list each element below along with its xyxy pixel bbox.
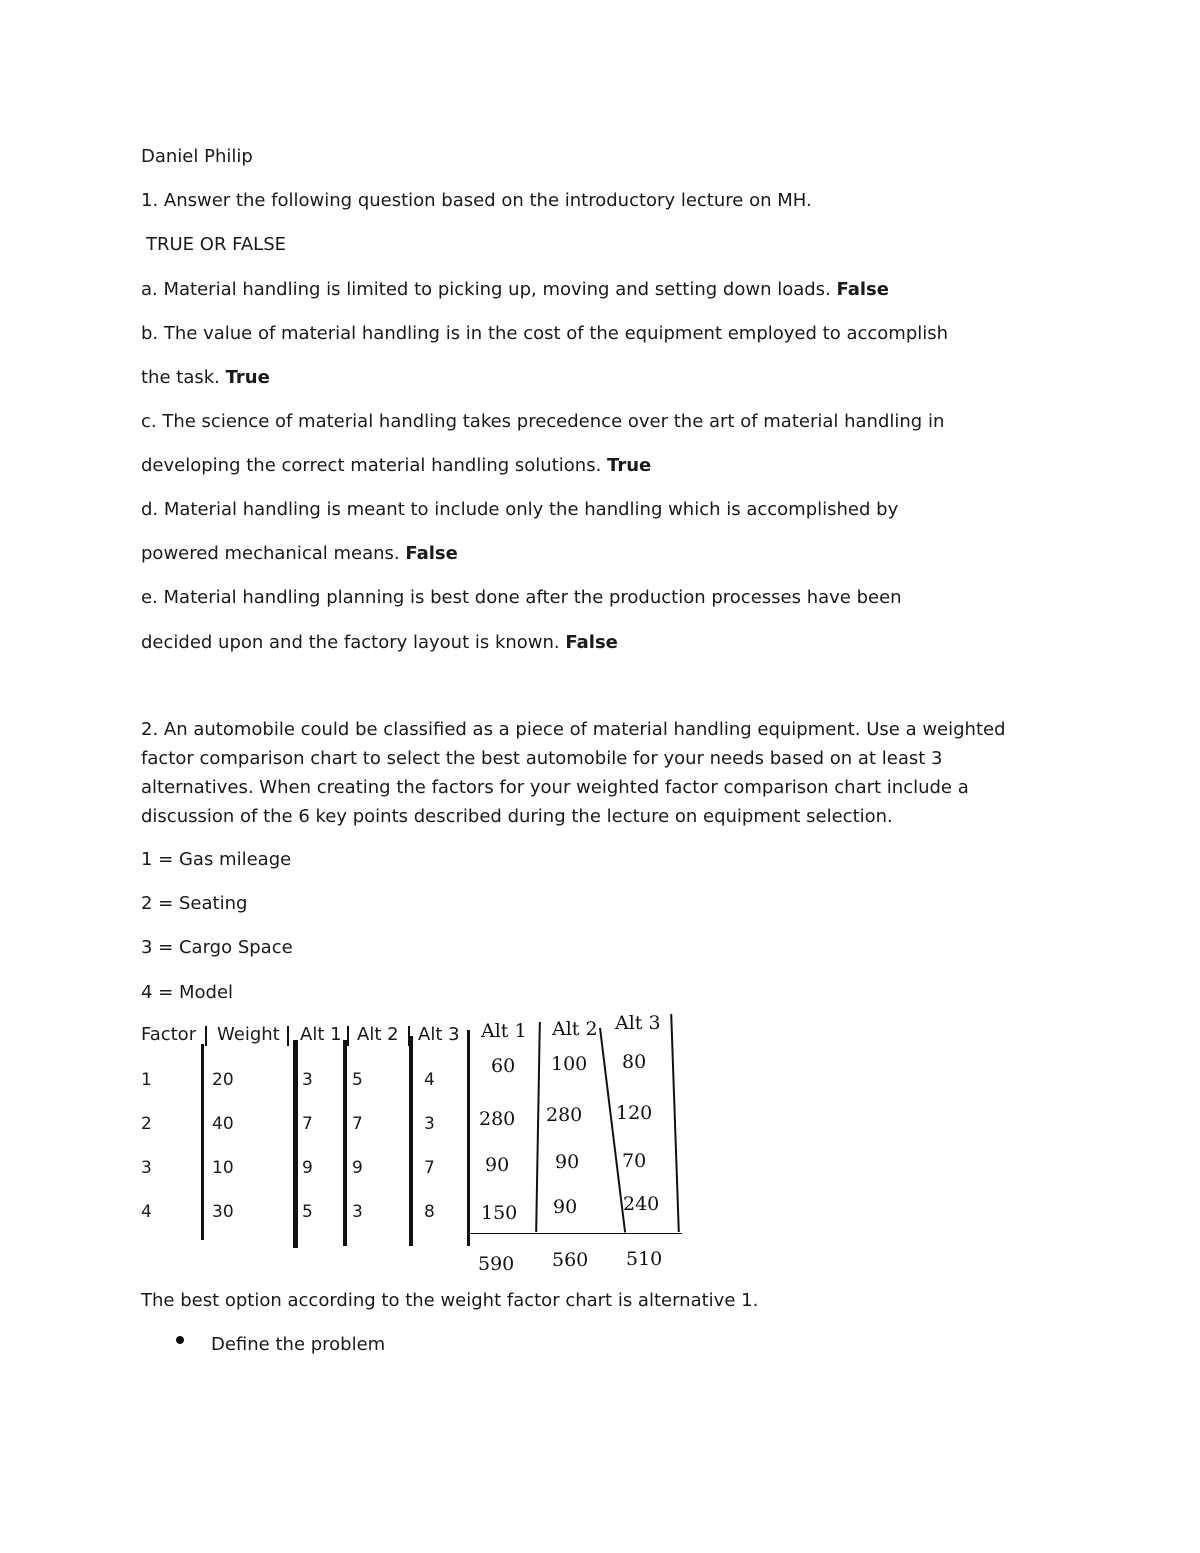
column-divider (409, 1036, 413, 1246)
q1-item-e-line1: e. Material handling planning is best done after the production processes have been (141, 587, 902, 608)
table-cell: 10 (212, 1158, 234, 1178)
table-cell: 7 (424, 1158, 435, 1178)
table-cell: 3 (424, 1114, 435, 1134)
q1-item-b-text: the task. (141, 367, 220, 388)
header-divider (347, 1026, 349, 1046)
bullet-icon (176, 1336, 184, 1344)
hw-cell: 240 (623, 1193, 660, 1215)
table-cell: 3 (302, 1070, 313, 1090)
factor-definition: 2 = Seating (141, 893, 248, 914)
hw-cell: 280 (546, 1104, 583, 1126)
q1-item-a-answer: False (836, 279, 889, 300)
q2-prompt: 2. An automobile could be classified as a piece of material handling equipment. Use a weighted factor comparison chart to select the best automobile for your needs based on at least 3 alternatives. When creating the factors for your weighted factor comparison chart include a discussion of the 6 key points described during the lecture on equipment selection. (141, 719, 1006, 827)
q1-item-d-answer: False (405, 543, 458, 564)
table-cell: 2 (141, 1114, 152, 1134)
table-header-factor: Factor (141, 1024, 197, 1045)
conclusion: The best option according to the weight factor chart is alternative 1. (141, 1290, 759, 1311)
author-name: Daniel Philip (141, 146, 253, 167)
q1-item-a (141, 279, 889, 301)
hw-cell: 80 (622, 1051, 647, 1073)
table-cell: 7 (352, 1114, 363, 1134)
q1-item-c-text: developing the correct material handling solutions. (141, 455, 602, 476)
table-cell: 7 (302, 1114, 313, 1134)
q1-item-e-text: decided upon and the factory layout is known. (141, 632, 560, 653)
factor-definition: 1 = Gas mileage (141, 849, 292, 870)
hw-cell: 120 (616, 1102, 653, 1124)
q1-item-c-line1: c. The science of material handling takes precedence over the art of material handling in (141, 411, 945, 432)
hw-cell: 100 (551, 1053, 588, 1075)
table-cell: 40 (212, 1114, 234, 1134)
table-header-weight: Weight (217, 1024, 280, 1045)
hw-total-alt1: 590 (478, 1253, 515, 1275)
q1-item-d-line2 (141, 543, 458, 565)
table-cell: 8 (424, 1202, 435, 1222)
q1-item-e-answer: False (565, 632, 618, 653)
hw-header-alt2: Alt 2 (552, 1018, 598, 1040)
hw-column-divider (535, 1022, 541, 1232)
header-divider (287, 1026, 289, 1046)
hw-header-alt3: Alt 3 (615, 1012, 661, 1034)
q1-item-b-answer: True (225, 367, 270, 388)
table-header-alt1: Alt 1 (300, 1024, 342, 1045)
q1-prompt: 1. Answer the following question based on the introductory lecture on MH. (141, 190, 812, 211)
q1-item-b-line2 (141, 367, 270, 389)
table-cell: 5 (302, 1202, 313, 1222)
table-cell: 1 (141, 1070, 152, 1090)
header-divider (205, 1026, 207, 1046)
hw-cell: 90 (555, 1151, 580, 1173)
hw-cell: 90 (553, 1196, 578, 1218)
factor-definition: 4 = Model (141, 982, 234, 1003)
hw-cell: 280 (479, 1108, 516, 1130)
column-divider (201, 1044, 204, 1240)
q1-instruction: TRUE OR FALSE (146, 234, 287, 255)
hw-header-alt1: Alt 1 (481, 1020, 527, 1042)
table-cell: 5 (352, 1070, 363, 1090)
bullet-item: Define the problem (211, 1334, 386, 1355)
hw-cell: 70 (622, 1150, 647, 1172)
table-cell: 3 (352, 1202, 363, 1222)
hw-cell: 90 (485, 1154, 510, 1176)
q1-item-d-text: powered mechanical means. (141, 543, 400, 564)
table-header-alt3: Alt 3 (418, 1024, 460, 1045)
q1-item-c-answer: True (607, 455, 652, 476)
hw-total-alt2: 560 (552, 1249, 589, 1271)
table-cell: 4 (424, 1070, 435, 1090)
column-divider (343, 1040, 347, 1246)
column-divider (293, 1040, 298, 1248)
hw-cell: 150 (481, 1202, 518, 1224)
hw-cell: 60 (491, 1055, 516, 1077)
hw-total-alt3: 510 (626, 1248, 663, 1270)
hw-column-divider (670, 1014, 680, 1232)
hw-underline (470, 1233, 682, 1234)
table-cell: 4 (141, 1202, 152, 1222)
q1-item-c-line2 (141, 455, 651, 477)
q1-item-d-line1: d. Material handling is meant to include only the handling which is accomplished by (141, 499, 899, 520)
q1-item-e-line2 (141, 632, 618, 654)
factor-definition: 3 = Cargo Space (141, 937, 293, 958)
q1-item-b-line1: b. The value of material handling is in the cost of the equipment employed to accomplish (141, 323, 949, 344)
table-cell: 20 (212, 1070, 234, 1090)
table-cell: 3 (141, 1158, 152, 1178)
table-cell: 9 (352, 1158, 363, 1178)
table-cell: 9 (302, 1158, 313, 1178)
table-cell: 30 (212, 1202, 234, 1222)
table-header-alt2: Alt 2 (357, 1024, 399, 1045)
q1-item-a-text: a. Material handling is limited to picking up, moving and setting down loads. (141, 279, 831, 300)
hw-column-divider (467, 1030, 470, 1246)
